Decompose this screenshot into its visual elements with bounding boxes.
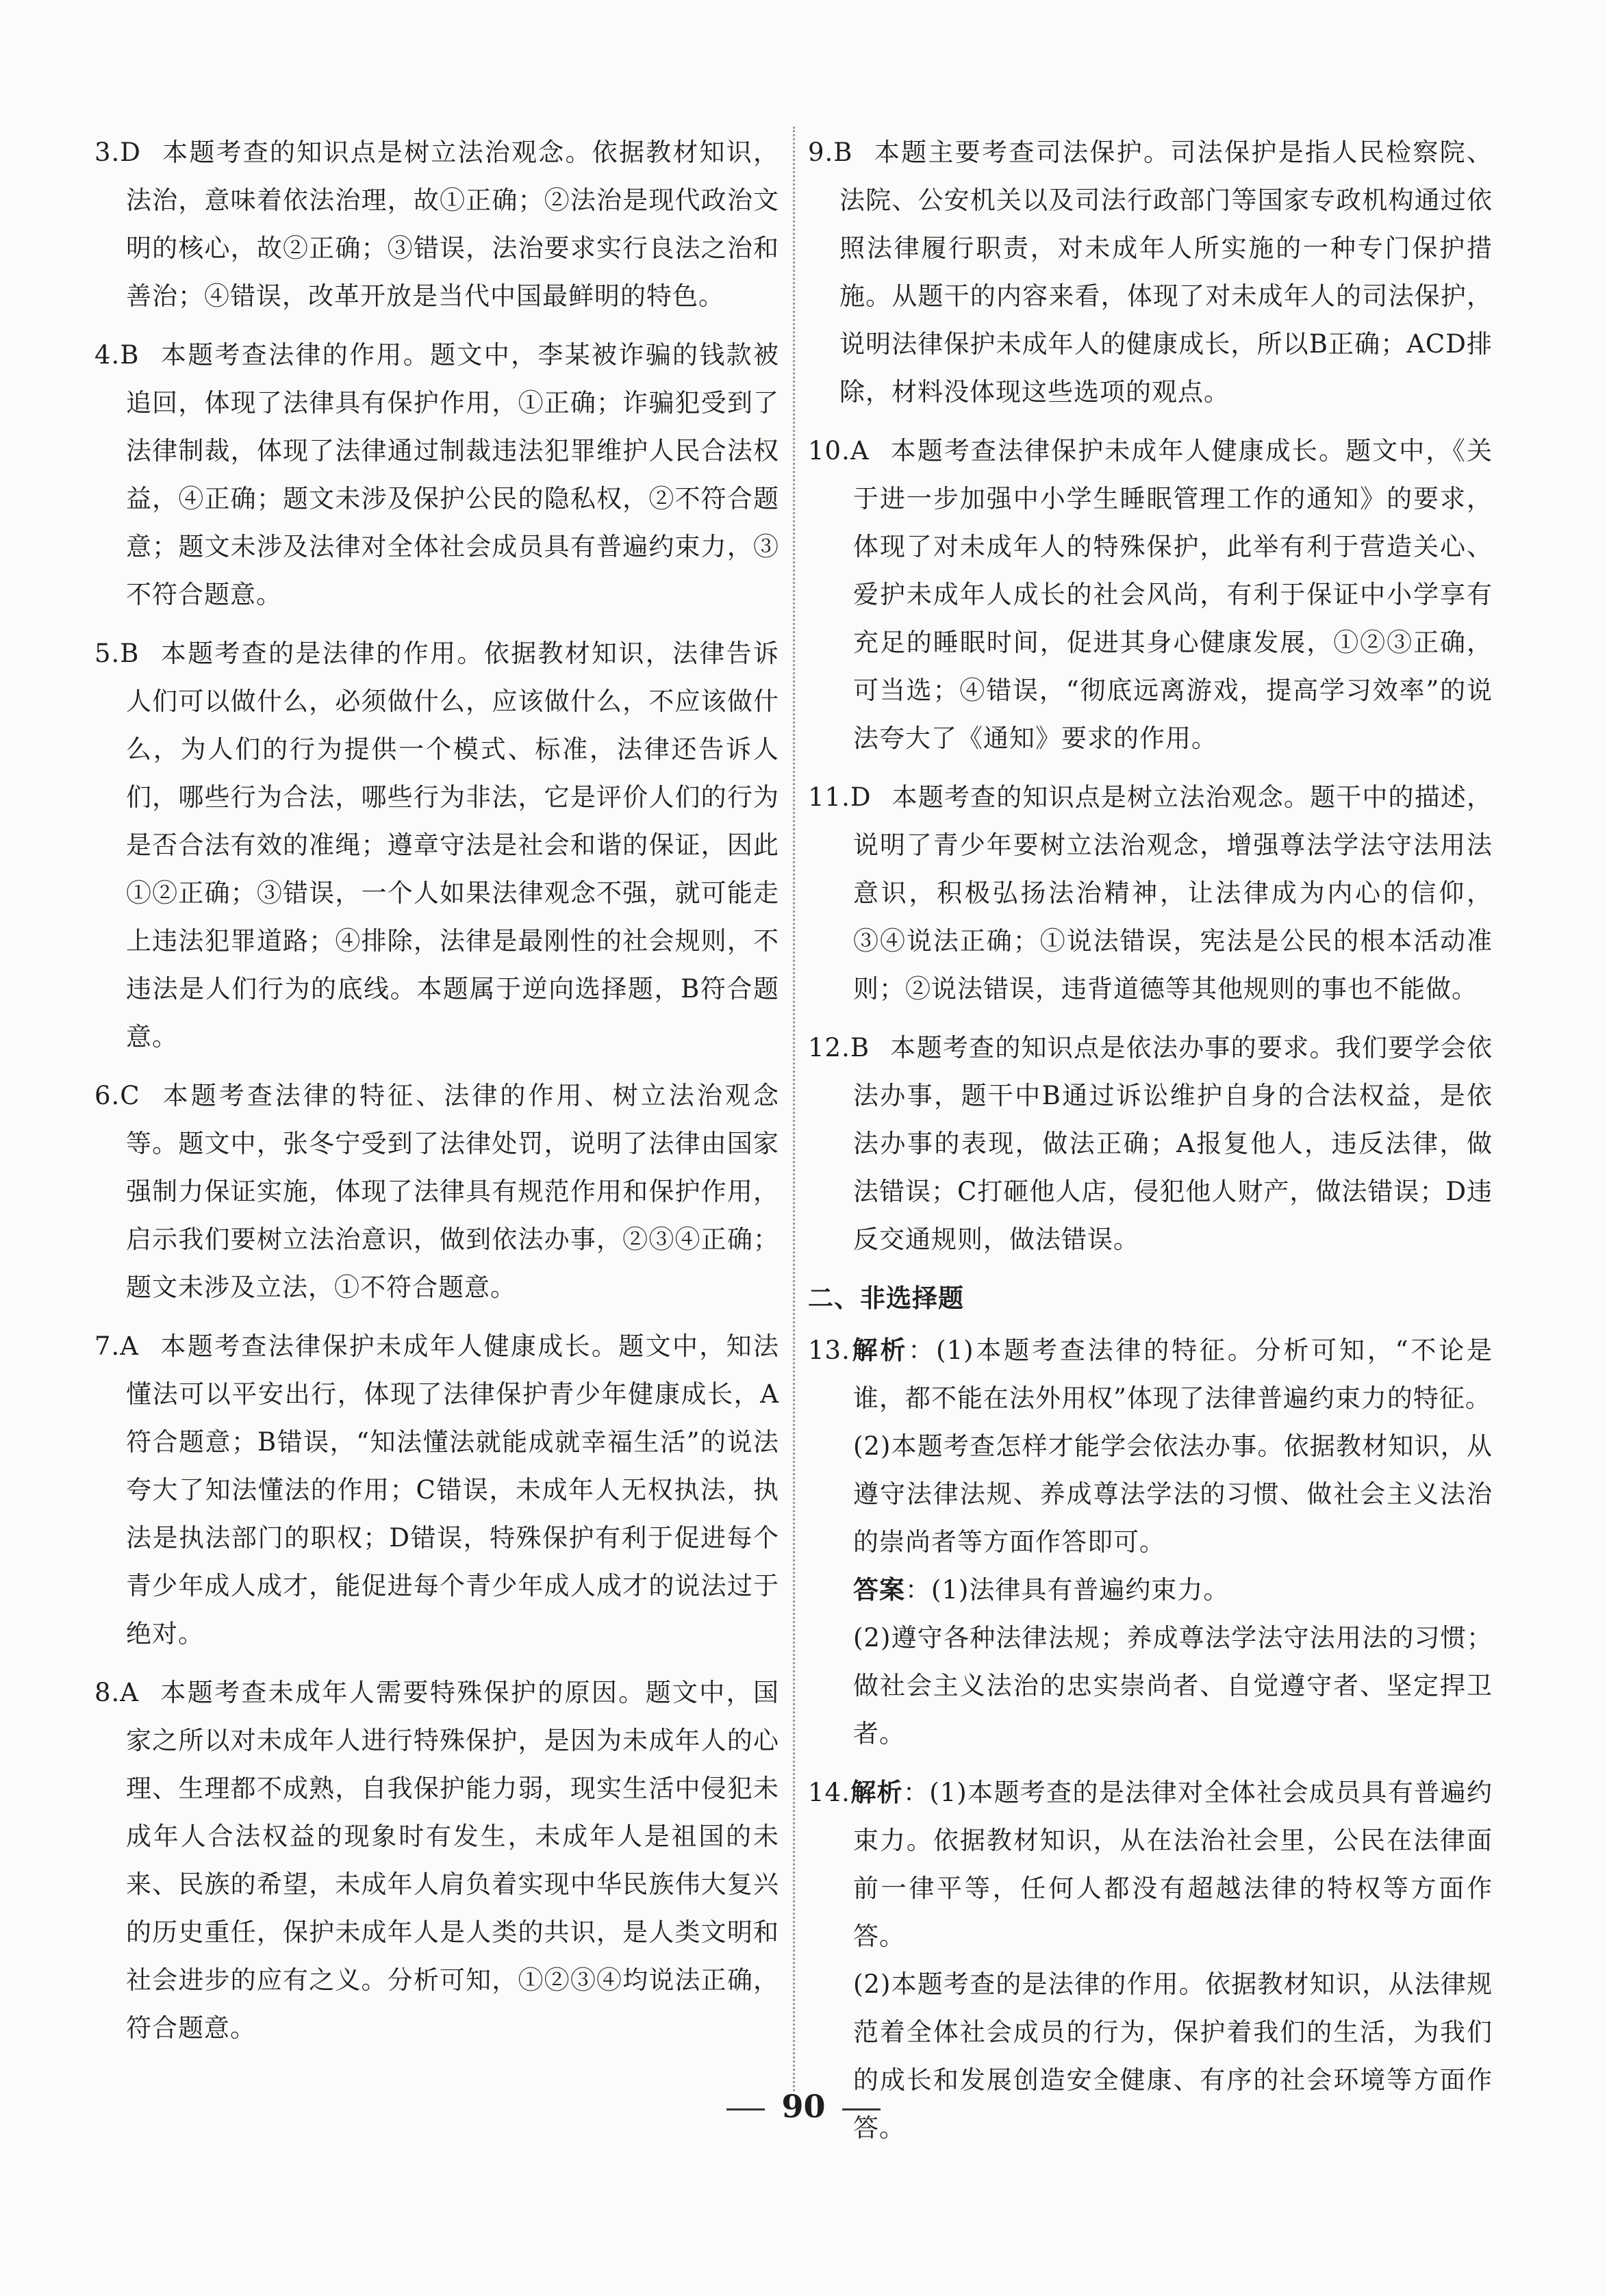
answer-number: 4.B [94, 340, 140, 370]
answer-5 [94, 630, 779, 1061]
answer-9 [808, 129, 1493, 416]
answer-11 [808, 774, 1493, 1013]
answer-13-analysis [808, 1327, 1493, 1423]
answer-text: 本题主要考查司法保护。司法保护是指人民检察院、法院、公安机关以及司法行政部门等国家专政机构通过依照法律履行职责，对未成年人所实施的一种专门保护措施。从题干的内容来看，体现了对未成年人的司法保护，说明法律保护未成年人的健康成长，所以B正确；ACD排除，材料没体现这些选项的观点。 [839, 138, 1493, 407]
answer-13-answer-part2: (2)遵守各种法律法规；养成尊法学法守法用法的习惯；做社会主义法治的忠实崇尚者、自觉遵守者、坚定捍卫者。 [853, 1623, 1493, 1748]
left-column [94, 129, 779, 2063]
answer-number: 13. [808, 1336, 850, 1365]
answer-number: 14. [808, 1778, 850, 1807]
answer-number: 3.D [94, 138, 141, 167]
answer-number: 10.A [808, 436, 870, 465]
answer-text: 本题考查的知识点是树立法治观念。依据教材知识，法治，意味着依法治理，故①正确；②法治是现代政治文明的核心，故②正确；③错误，法治要求实行良法之治和善治；④错误，改革开放是当代中国最鲜明的特色。 [126, 138, 779, 311]
right-column [808, 129, 1493, 2163]
answer-4 [94, 331, 779, 619]
answer-number: 5.B [94, 639, 140, 668]
answer-number: 6.C [94, 1081, 140, 1110]
answer-text: 本题考查的是法律的作用。依据教材知识，法律告诉人们可以做什么，必须做什么，应该做什么，不应该做什么，为人们的行为提供一个模式、标准，法律还告诉人们，哪些行为合法，哪些行为非法，它是评价人们的行为是否合法有效的准绳；遵章守法是社会和谐的保证，因此①②正确；③错误，一个人如果法律观念不强，就可能走上违法犯罪道路；④排除，法律是最刚性的社会规则，不违法是人们行为的底线。本题属于逆向选择题，B符合题意。 [126, 639, 779, 1051]
answer-3 [94, 129, 779, 320]
answer-7 [94, 1323, 779, 1658]
answer-number: 12.B [808, 1033, 870, 1062]
answer-number: 7.A [94, 1331, 140, 1361]
answer-8 [94, 1669, 779, 2052]
analysis-label: 解析 [850, 1336, 909, 1365]
answer-text: 本题考查未成年人需要特殊保护的原因。题文中，国家之所以对未成年人进行特殊保护，是因为未成年人的心理、生理都不成熟，自我保护能力弱，现实生活中侵犯未成年人合法权益的现象时有发生，未成年人是祖国的未来、民族的希望，未成年人肩负着实现中华民族伟大复兴的历史重任，保护未成年人是人类的共识，是人类文明和社会进步的应有之义。分析可知，①②③④均说法正确，符合题意。 [126, 1678, 779, 2043]
answer-12 [808, 1024, 1493, 1264]
answer-text: 本题考查的知识点是树立法治观念。题干中的描述，说明了青少年要树立法治观念，增强尊法学法守法用法意识，积极弘扬法治精神，让法律成为内心的信仰，③④说法正确；①说法错误，宪法是公民的根本活动准则；②说法错误，违背道德等其他规则的事也不能做。 [853, 782, 1493, 1004]
column-divider [793, 127, 795, 2091]
answer-text: 本题考查法律保护未成年人健康成长。题文中，知法懂法可以平安出行，体现了法律保护青少年健康成长，A符合题意；B错误，“知法懂法就能成就幸福生活”的说法夸大了知法懂法的作用；C错误，未成年人无权执法，执法是执法部门的职权；D错误，特殊保护有利于促进每个青少年成人成才，能促进每个青少年成人成才的说法过于绝对。 [126, 1331, 779, 1648]
answer-13-answer [808, 1566, 1493, 1614]
section-heading: 二、非选择题 [808, 1284, 964, 1313]
answer-text: 本题考查法律保护未成年人健康成长。题文中，《关于进一步加强中小学生睡眠管理工作的通知》的要求，体现了对未成年人的特殊保护，此举有利于营造关心、爱护未成年人成长的社会风尚，有利于保证中小学享有充足的睡眠时间，促进其身心健康发展，①②③正确，可当选；④错误，“彻底远离游戏，提高学习效率”的说法夸大了《通知》要求的作用。 [853, 436, 1493, 753]
page-number-dash-left [726, 2108, 765, 2110]
answer-13-analysis-part2: (2)本题考查怎样才能学会依法办事。依据教材知识，从遵守法律法规、养成尊法学法的习惯、做社会主义法治的崇尚者等方面作答即可。 [853, 1431, 1493, 1557]
answer-text: 本题考查法律的特征、法律的作用、树立法治观念等。题文中，张冬宁受到了法律处罚，说明了法律由国家强制力保证实施，体现了法律具有规范作用和保护作用，启示我们要树立法治意识，做到依法办事，②③④正确；题文未涉及立法，①不符合题意。 [126, 1081, 779, 1302]
answer-text: ：(1)法律具有普遍约束力。 [905, 1575, 1230, 1605]
answer-text: 本题考查法律的作用。题文中，李某被诈骗的钱款被追回，体现了法律具有保护作用，①正确；诈骗犯受到了法律制裁，体现了法律通过制裁违法犯罪维护人民合法权益，④正确；题文未涉及保护公民的隐私权，②不符合题意；题文未涉及法律对全体社会成员具有普遍约束力，③不符合题意。 [126, 340, 779, 609]
answer-label: 答案 [853, 1575, 905, 1605]
answer-text: 本题考查的知识点是依法办事的要求。我们要学会依法办事，题干中B通过诉讼维护自身的合法权益，是依法办事的表现，做法正确；A报复他人，违反法律，做法错误；C打砸他人店，侵犯他人财产，做法错误；D违反交通规则，做法错误。 [853, 1033, 1493, 1254]
analysis-label: 解析 [850, 1778, 903, 1807]
page-number-value: 90 [781, 2088, 826, 2125]
answer-10 [808, 427, 1493, 763]
page-number [0, 2088, 1607, 2125]
answer-number: 8.A [94, 1678, 140, 1707]
analysis-text: ：(1)本题考查的是法律对全体社会成员具有普遍约束力。依据教材知识，从在法治社会里，公民在法律面前一律平等，任何人都没有超越法律的特权等方面作答。 [853, 1778, 1493, 1951]
answer-number: 9.B [808, 138, 853, 167]
page-number-dash-right [842, 2108, 881, 2110]
analysis-text: ：(1)本题考查法律的特征。分析可知，“不论是谁，都不能在法外用权”体现了法律普遍约束力的特征。 [853, 1336, 1493, 1413]
answer-number: 11.D [808, 782, 872, 812]
answer-14-analysis [808, 1769, 1493, 1961]
answer-6 [94, 1072, 779, 1312]
answer-14-analysis-part2: (2)本题考查的是法律的作用。依据教材知识，从法律规范着全体社会成员的行为，保护着我们的生活，为我们的成长和发展创造安全健康、有序的社会环境等方面作答。 [853, 1969, 1493, 2143]
